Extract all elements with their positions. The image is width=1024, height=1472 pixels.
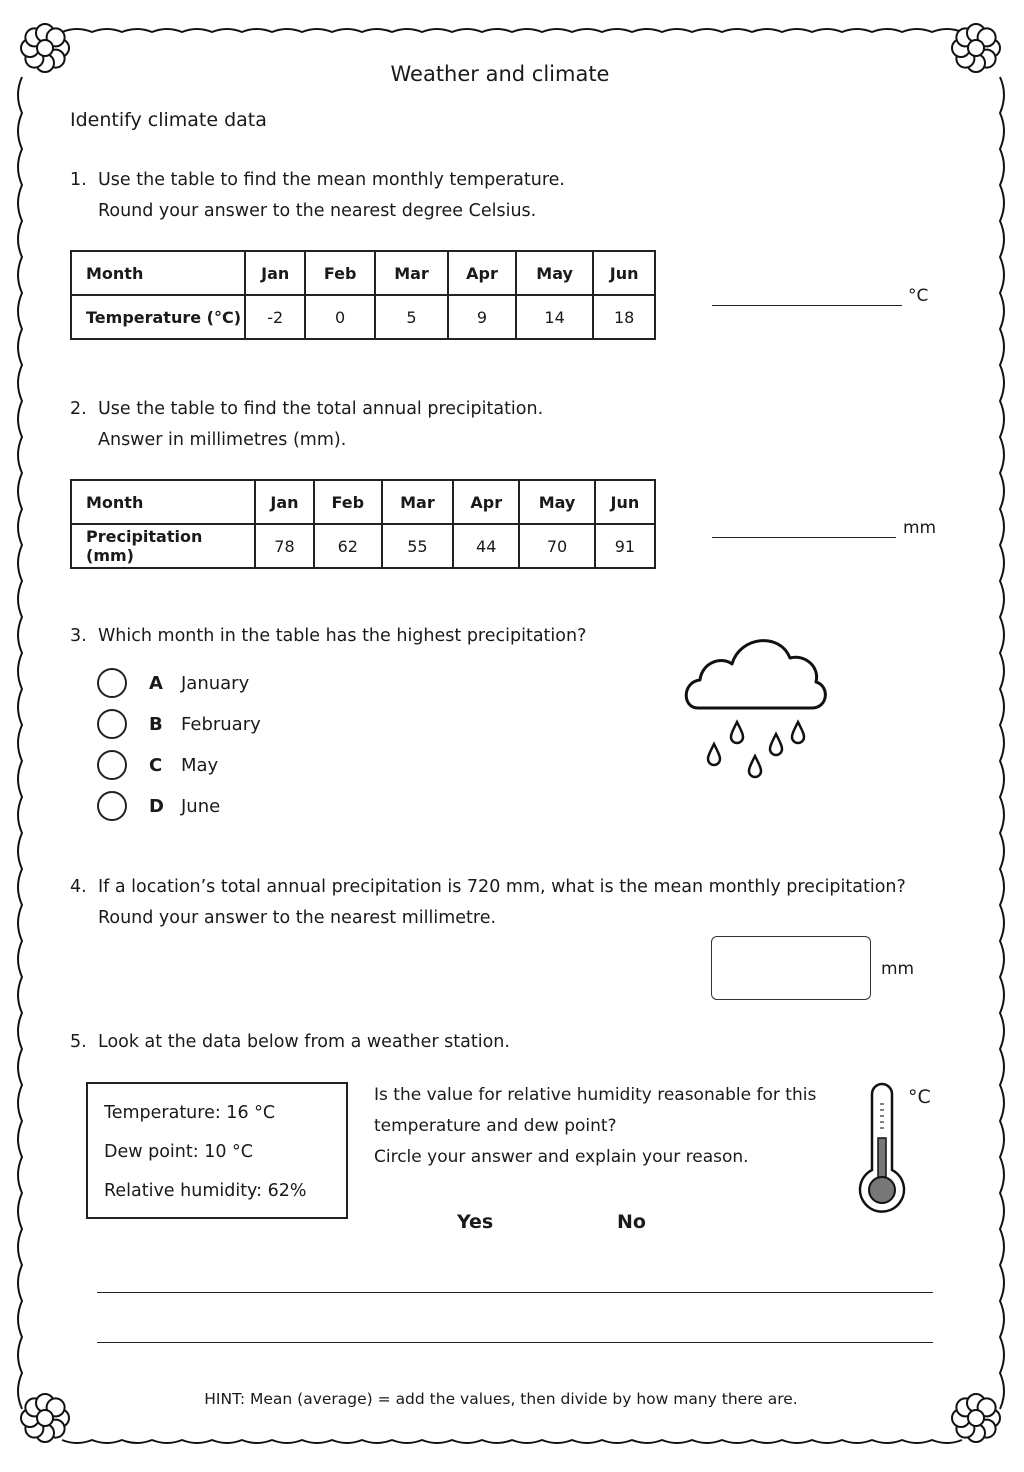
table-row-label: Temperature (°C) xyxy=(71,295,245,339)
question-number: 1. xyxy=(70,170,87,190)
option-b[interactable] xyxy=(97,709,261,739)
station-temperature: Temperature: 16 °C xyxy=(104,1103,276,1123)
table-month: Jan xyxy=(255,480,314,524)
options-list xyxy=(97,668,261,821)
option-letter: D xyxy=(149,795,164,817)
table-value: 18 xyxy=(593,295,655,339)
question-text: Use the table to find the mean monthly temperature. xyxy=(98,170,565,190)
answer-line-q1[interactable] xyxy=(712,305,902,306)
table-header-month: Month xyxy=(71,480,255,524)
question-text: Round your answer to the nearest degree Celsius. xyxy=(98,201,537,221)
explanation-line-2[interactable] xyxy=(97,1342,933,1343)
question-text: If a location’s total annual precipitation is 720 mm, what is the mean monthly precipitation? xyxy=(98,877,906,897)
option-letter: B xyxy=(149,713,163,735)
page-subtitle: Identify climate data xyxy=(70,109,267,131)
radio-circle[interactable] xyxy=(97,750,127,780)
table-value: 44 xyxy=(453,524,519,568)
table-value: 91 xyxy=(595,524,655,568)
question-2 xyxy=(70,394,543,456)
option-c[interactable] xyxy=(97,750,261,780)
table-month: Jan xyxy=(245,251,305,295)
option-a[interactable] xyxy=(97,668,261,698)
table-month: May xyxy=(519,480,595,524)
table-value: -2 xyxy=(245,295,305,339)
prompt-text: Circle your answer and explain your reason. xyxy=(374,1147,749,1167)
rain-cloud-icon xyxy=(680,622,830,792)
table-row-label: Precipitation (mm) xyxy=(71,524,255,568)
table-month: Apr xyxy=(448,251,516,295)
table-month: Feb xyxy=(314,480,382,524)
table-month: Mar xyxy=(382,480,454,524)
question-4 xyxy=(70,872,906,934)
radio-circle[interactable] xyxy=(97,709,127,739)
table-header-month: Month xyxy=(71,251,245,295)
table-value: 9 xyxy=(448,295,516,339)
humidity-prompt xyxy=(374,1080,816,1173)
option-d[interactable] xyxy=(97,791,261,821)
table-value: 78 xyxy=(255,524,314,568)
option-letter: C xyxy=(149,754,163,776)
table-value: 5 xyxy=(375,295,448,339)
no-option[interactable]: No xyxy=(617,1211,646,1233)
table-value: 62 xyxy=(314,524,382,568)
table-value: 14 xyxy=(516,295,594,339)
question-5 xyxy=(70,1027,510,1058)
option-letter: A xyxy=(149,672,163,694)
table-month: Jun xyxy=(595,480,655,524)
precipitation-table xyxy=(70,479,656,569)
page-title: Weather and climate xyxy=(390,62,610,86)
table-month: Feb xyxy=(305,251,374,295)
answer-line-q2[interactable] xyxy=(712,537,896,538)
table-month: Mar xyxy=(375,251,448,295)
question-number: 5. xyxy=(70,1032,87,1052)
station-dew-point: Dew point: 10 °C xyxy=(104,1142,254,1162)
table-month: May xyxy=(516,251,594,295)
option-label: January xyxy=(181,672,250,694)
prompt-text: Is the value for relative humidity reasonable for this xyxy=(374,1085,817,1105)
question-text: Use the table to find the total annual precipitation. xyxy=(98,399,544,419)
question-number: 4. xyxy=(70,877,87,897)
explanation-line-1[interactable] xyxy=(97,1292,933,1293)
question-3 xyxy=(70,621,586,652)
question-number: 3. xyxy=(70,626,87,646)
unit-label: °C xyxy=(908,286,929,306)
yes-option[interactable]: Yes xyxy=(457,1211,494,1233)
question-number: 2. xyxy=(70,399,87,419)
weather-station-box xyxy=(86,1082,348,1219)
thermometer-icon xyxy=(856,1080,908,1218)
table-value: 0 xyxy=(305,295,374,339)
question-text: Round your answer to the nearest millimetre. xyxy=(98,908,497,928)
table-month: Apr xyxy=(453,480,519,524)
temperature-table xyxy=(70,250,656,340)
table-month: Jun xyxy=(593,251,655,295)
question-text: Answer in millimetres (mm). xyxy=(98,430,347,450)
unit-label: mm xyxy=(903,518,937,538)
option-label: February xyxy=(181,713,261,735)
thermometer-unit: °C xyxy=(908,1086,931,1108)
prompt-text: temperature and dew point? xyxy=(374,1116,617,1136)
answer-box-q4[interactable] xyxy=(711,936,871,1000)
question-text: Look at the data below from a weather station. xyxy=(98,1032,510,1052)
table-value: 70 xyxy=(519,524,595,568)
unit-label: mm xyxy=(881,959,915,979)
option-label: June xyxy=(181,795,221,817)
radio-circle[interactable] xyxy=(97,668,127,698)
option-label: May xyxy=(181,754,219,776)
station-humidity: Relative humidity: 62% xyxy=(104,1181,307,1201)
question-text: Which month in the table has the highest precipitation? xyxy=(98,626,587,646)
radio-circle[interactable] xyxy=(97,791,127,821)
hint-text: HINT: Mean (average) = add the values, then divide by how many there are. xyxy=(204,1390,798,1408)
table-value: 55 xyxy=(382,524,454,568)
question-1 xyxy=(70,165,565,227)
